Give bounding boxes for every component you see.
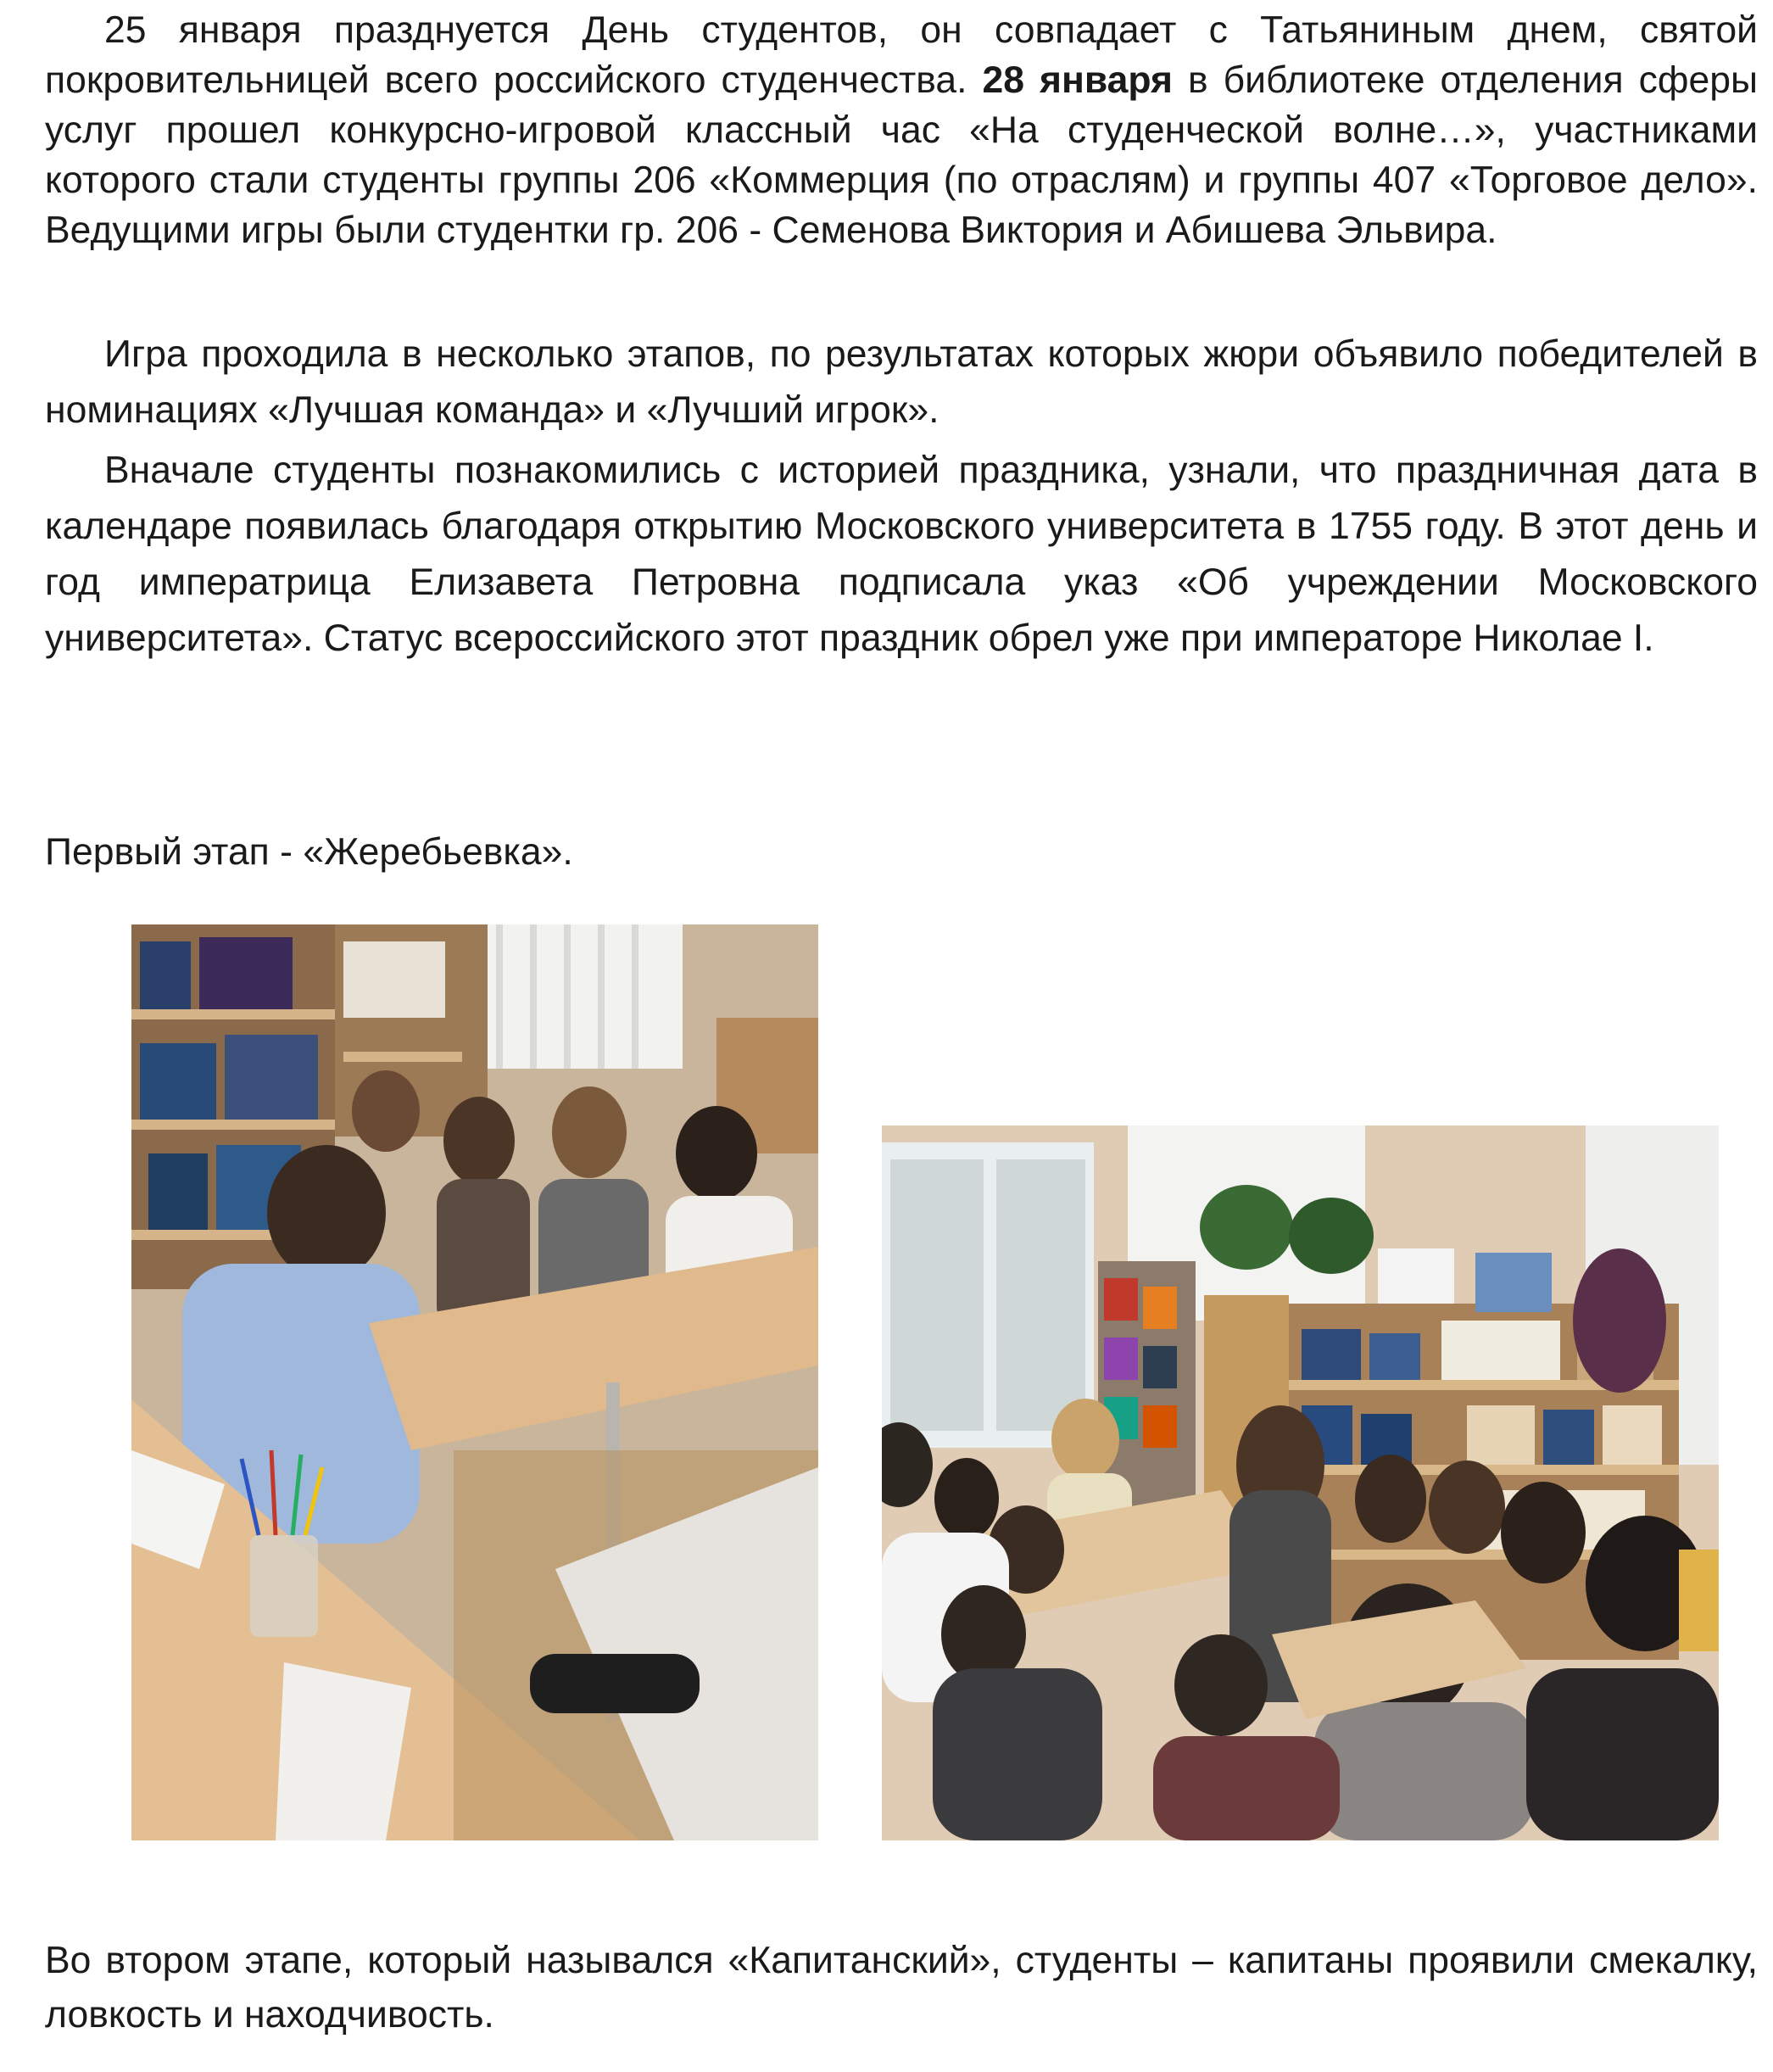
intro-text-start: 25 января празднуется День студентов, он совпадает с Татьяниным днем, святой покровительницей всего российского студенчества. [45,9,1758,101]
paragraph-intro [45,5,1758,255]
photo-library-image [882,1125,1719,1840]
paragraph-first-stage: Первый этап - «Жеребьевка». [45,831,573,873]
paragraph-history: Вначале студенты познакомились с историей праздника, узнали, что праздничная дата в календаре появилась благодаря открытию Московского университета в 1755 году. В этот день и год императрица Елизавета Петровна подписала указ «Об учреждении Московского университета». Статус всероссийского этот праздник обрел уже при императоре Николае I. [45,450,1758,659]
paragraph-stages: Игра проходила в несколько этапов, по результатах которых жюри объявило победителей в номинациях «Лучшая команда» и «Лучший игрок». [45,333,1758,431]
paragraph-second-stage: Во втором этапе, который назывался «Капитанский», студенты – капитаны проявили смекалку, ловкость и находчивость. [45,1940,1758,2036]
photo-students-at-table [131,924,818,1840]
photo-students-image [131,924,818,1840]
intro-text-end: в библиотеке отделения сферы услуг прошел конкурсно-игровой классный час «На студенческой волне…», участниками которого стали студенты группы 206 «Коммерция (по отраслям) и группы 407 «Торговое дело». Ведущими игры были студентки гр. 206 - Семенова Виктория и Абишева Эльвира. [45,59,1758,251]
intro-date-bold: 28 января [982,59,1173,101]
photo-library-group [882,1125,1719,1840]
